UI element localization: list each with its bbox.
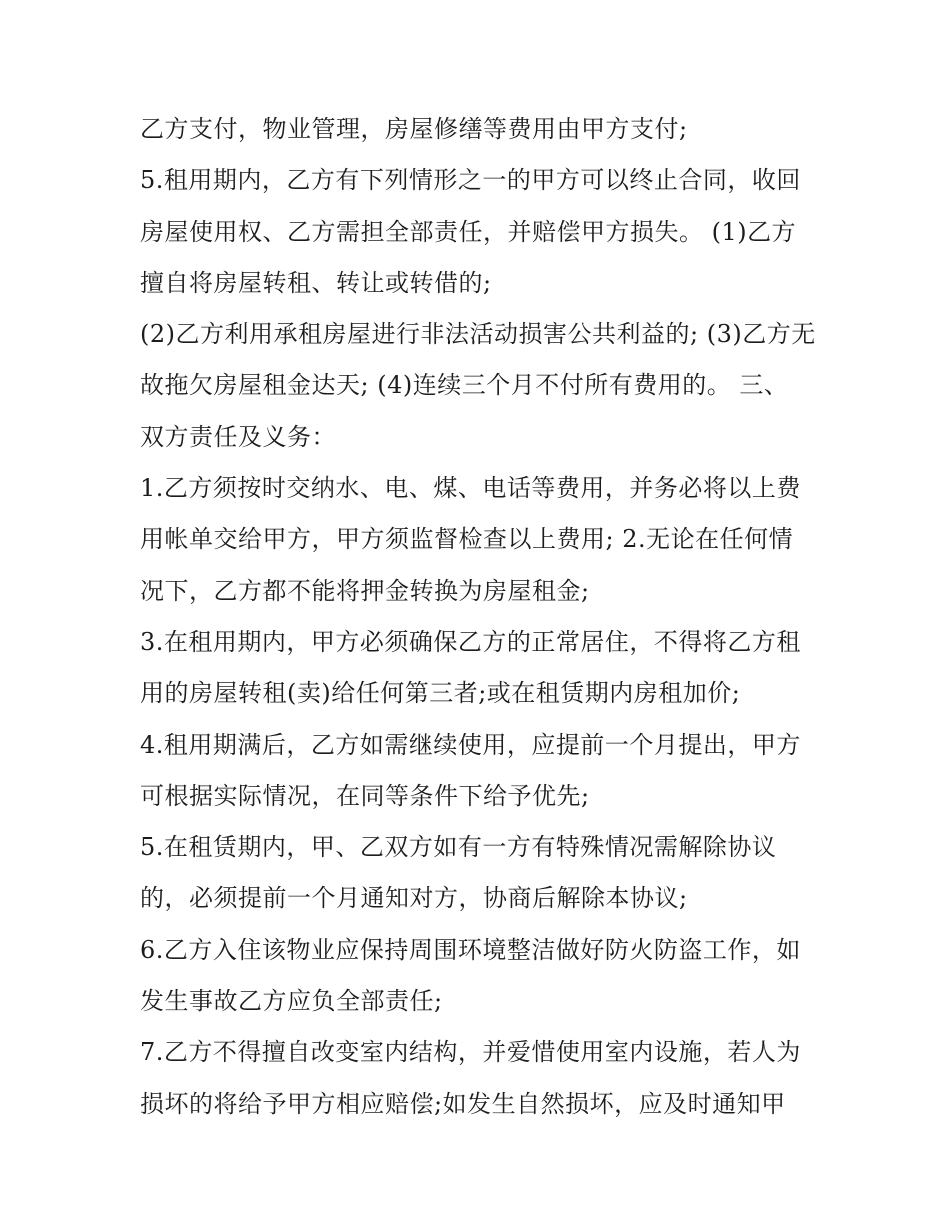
- text-line: 双方责任及义务：: [140, 422, 336, 451]
- text-line: 损坏的将给予甲方相应赔偿;如发生自然损坏，应及时通知甲: [140, 1089, 786, 1118]
- text-line: 擅自将房屋转租、转让或转借的;: [140, 268, 492, 297]
- text-line: 6.乙方入住该物业应保持周围环境整洁做好防火防盗工作，如: [140, 935, 801, 964]
- text-line: 4.租用期满后，乙方如需继续使用，应提前一个月提出，甲方: [140, 730, 801, 759]
- text-line: 7.乙方不得擅自改变室内结构，并爱惜使用室内设施，若人为: [140, 1038, 801, 1067]
- text-line: 5.租用期内，乙方有下列情形之一的甲方可以终止合同，收回: [140, 166, 801, 195]
- text-line: (2)乙方利用承租房屋进行非法活动损害公共利益的; (3)乙方无: [140, 320, 816, 349]
- text-line: 用的房屋转租(卖)给任何第三者;或在租赁期内房租加价;: [140, 679, 741, 708]
- text-line: 用帐单交给甲方，甲方须监督检查以上费用; 2.无论在任何情: [140, 525, 794, 554]
- text-line: 房屋使用权、乙方需担全部责任，并赔偿甲方损失。 (1)乙方: [140, 217, 797, 246]
- text-line: 乙方支付，物业管理，房屋修缮等费用由甲方支付;: [140, 115, 688, 143]
- text-line: 故拖欠房屋租金达天; (4)连续三个月不付所有费用的。 三、: [140, 371, 789, 400]
- text-line: 况下，乙方都不能将押金转换为房屋租金;: [140, 576, 590, 605]
- text-line: 发生事故乙方应负全部责任;: [140, 987, 443, 1016]
- contract-text: [140, 104, 830, 1130]
- text-line: 3.在租用期内，甲方必须确保乙方的正常居住，不得将乙方租: [140, 627, 801, 656]
- text-line: 5.在租赁期内，甲、乙双方如有一方有特殊情况需解除协议: [140, 833, 777, 862]
- text-line: 1.乙方须按时交纳水、电、煤、电话等费用，并务必将以上费: [140, 474, 801, 503]
- text-line: 的，必须提前一个月通知对方，协商后解除本协议;: [140, 884, 688, 913]
- text-line: 可根据实际情况，在同等条件下给予优先;: [140, 781, 590, 810]
